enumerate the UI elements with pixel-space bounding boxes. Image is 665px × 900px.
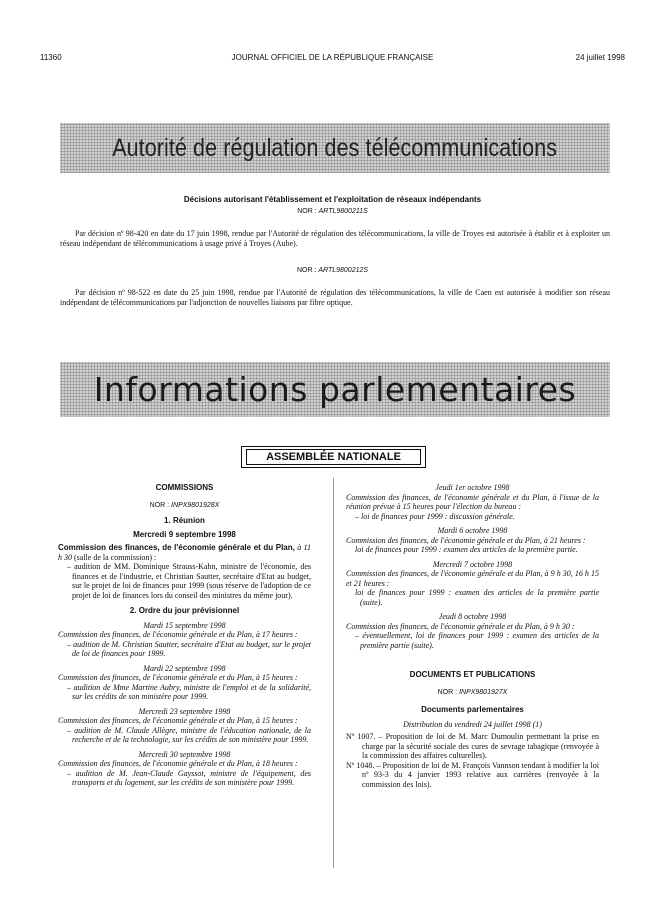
left-column [58,483,311,788]
agenda-date: Jeudi 8 octobre 1998 [438,612,507,621]
column-divider [333,478,334,868]
agenda-date: Mardi 6 octobre 1998 [437,526,508,535]
parliament-banner-title: Informations parlementaires [93,370,577,409]
agenda-commission: Commission des finances, de l'économie générale et du Plan, à 9 h 30 : [346,621,575,631]
nor-code: INPX9801928X [171,501,220,509]
issue-date: 24 juillet 1998 [575,53,625,62]
agenda-commission: Commission des finances, de l'économie générale et du Plan, à l'issue de la réunion prévue à 15 heures pour l'élection du bureau : [346,492,599,511]
distribution-date: Distribution du vendredi 24 juillet 1998 (1) [403,719,542,729]
agenda-commission: Commission des finances, de l'économie générale et du Plan, à 15 heures : [58,716,298,725]
page-header [0,53,665,65]
nor-reference [58,501,311,511]
agenda-commission: Commission des finances, de l'économie générale et du Plan, à 15 heures : [58,673,298,682]
document-entry: Nº 1007. – Proposition de loi de M. Marc Dumoulin permettant la prise en charge par la sécurité sociale des cures de sevrage tabagique (renvoyée à la commission des affaires culturelles). [346,732,599,760]
agenda-date: Mardi 15 septembre 1998 [143,620,226,630]
agenda-item: – audition de M. Claude Allègre, ministre de l'éducation nationale, de la recherche et de la technologie, sur les crédits de son ministère pour 1999. [67,725,311,744]
documents-heading: DOCUMENTS ET PUBLICATIONS [409,670,536,679]
nor-label: NOR : [437,688,458,696]
agenda-item: – loi de finances pour 1999 : discussion générale. [355,511,515,521]
parliament-banner [60,362,610,417]
document-entry: Nº 1048. – Proposition de loi de M. François Vannson tendant à modifier la loi nº 93-3 du 4 janvier 1993 relative aux carrières (renvoyée à la commission des lois). [346,760,599,789]
decision-paragraph-caen: Par décision nº 98-522 en date du 25 juin 1998, rendue par l'Autorité de régulation des télécommunications, la ville de Caen est autorisée à modifier son réseau indépendant de télécommunications par l'adjonction de nouvelles liaisons par fibre optique. [60,288,610,307]
agenda-commission: Commission des finances, de l'économie générale et du Plan, à 17 heures : [58,630,298,639]
agenda-item: loi de finances pour 1999 : examen des articles de la première partie. [355,545,578,554]
agenda-date: Mercredi 30 septembre 1998 [138,749,231,759]
agenda-item: – audition de Mme Martine Aubry, ministre de l'emploi et de la solidarité, sur les crédits de son ministère pour 1999. [67,682,311,701]
nor-code: ARTL9800212S [318,267,369,274]
agenda-item: – éventuellement, loi de finances pour 1999 : examen des articles de la première partie (suite). [355,631,599,650]
page-number: 11360 [40,53,62,62]
reunion-date: Mercredi 9 septembre 1998 [133,529,236,539]
nor-code: INPX9801927X [459,688,508,696]
agenda-item: loi de finances pour 1999 : examen des articles de la première partie (suite). [355,588,599,607]
authority-banner [60,123,610,173]
commissions-heading: COMMISSIONS [155,483,214,492]
reunion-commission: Commission des finances, de l'économie générale et du Plan, [58,543,295,552]
reunion-heading: 1. Réunion [164,516,205,525]
agenda-date: Mardi 22 septembre 1998 [143,663,226,673]
documents-subheading: Documents parlementaires [421,705,524,714]
nor-reference [346,688,599,698]
reunion-text [58,543,311,562]
nor-code: ARTL9800211S [318,208,368,215]
agenda-date: Mercredi 23 septembre 1998 [138,706,231,716]
agenda-item: – audition de M. Jean-Claude Gayssot, ministre de l'équipement, des transports et du logement, sur les crédits de son ministère pour 1999. [67,768,311,787]
agenda-date: Mercredi 7 octobre 1998 [432,559,513,569]
nor-reference-2 [0,267,665,274]
agenda-item: – audition de M. Christian Sautter, secrétaire d'Etat au budget, sur le projet de loi de finances pour 1999. [67,639,311,658]
nor-label: NOR : [297,208,317,215]
nor-reference-1 [0,208,665,215]
decision-paragraph-troyes: Par décision nº 98-420 en date du 17 juin 1998, rendue par l'Autorité de régulation des télécommunications, la ville de Troyes est autorisée à établir et à exploiter un réseau indépendant de télécommunications à usage privé à Troyes (Aube). [60,229,610,248]
authority-banner-title: Autorité de régulation des télécommunications [112,133,558,162]
agenda-commission: Commission des finances, de l'économie générale et du Plan, à 21 heures : [346,535,586,545]
nor-label: NOR : [149,501,170,509]
authority-section-title: Décisions autorisant l'établissement et l'exploitation de réseaux indépendants [183,195,482,204]
reunion-item: – audition de MM. Dominique Strauss-Kahn, ministre de l'économie, des finances et de l'industrie, et Christian Sautter, secrétaire d'Etat au budget, sur le projet de loi de finances pour 1999 (sous réserve de l'adoption de ce projet de loi de finances lors du conseil des ministres du même jour). [67,562,311,600]
assembly-label: ASSEMBLÉE NATIONALE [246,449,421,465]
agenda-heading: 2. Ordre du jour prévisionnel [129,606,240,615]
agenda-date: Jeudi 1er octobre 1998 [435,483,510,492]
agenda-commission: Commission des finances, de l'économie générale et du Plan, à 18 heures : [58,759,298,768]
agenda-commission: Commission des finances, de l'économie générale et du Plan, à 9 h 30, 16 h 15 et 21 heures : [346,569,599,588]
right-column [346,483,599,789]
journal-title: JOURNAL OFFICIEL DE LA RÉPUBLIQUE FRANÇAISE [231,53,434,62]
nor-label: NOR : [296,267,317,274]
assembly-box [241,446,426,468]
reunion-room: (salle de la commission) : [72,552,157,562]
reunion-time: à 11 h 30 [58,543,312,562]
